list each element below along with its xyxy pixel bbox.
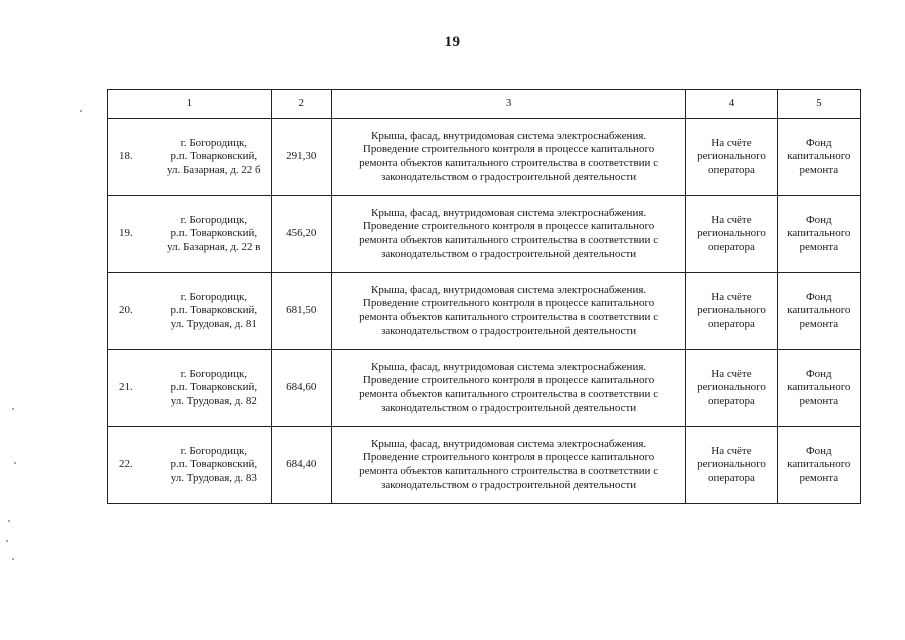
address-line: г. Богородицк, — [180, 213, 248, 226]
scan-speck — [14, 462, 16, 464]
works-line: законодательством о градостроительной деятельности — [380, 324, 637, 337]
address-cell — [108, 196, 272, 273]
address-line: г. Богородицк, — [180, 444, 248, 457]
works-line: законодательством о градостроительной деятельности — [380, 247, 637, 260]
address-line: г. Богородицк, — [180, 367, 248, 380]
page-number: 19 — [444, 34, 461, 50]
address-cell — [108, 273, 272, 350]
works-line: Крыша, фасад, внутридомовая система электроснабжения. — [371, 206, 647, 219]
contributions-line: регионального — [697, 227, 766, 240]
works-cell — [331, 196, 685, 273]
scan-speck — [12, 558, 14, 560]
contributions-line: На счёте — [711, 136, 752, 149]
works-cell — [331, 427, 685, 504]
row-number: 20. — [119, 304, 133, 317]
table-row — [108, 350, 861, 427]
address-line: ул. Трудовая, д. 81 — [170, 317, 257, 330]
row-number: 18. — [119, 150, 133, 163]
address-line: ул. Базарная, д. 22 б — [166, 163, 261, 176]
capital-repair-table — [107, 89, 861, 504]
address-line: р.п. Товарковский, — [170, 304, 258, 317]
fund-line: Фонд — [805, 444, 832, 457]
works-cell — [331, 273, 685, 350]
table-row — [108, 196, 861, 273]
scan-speck — [6, 540, 8, 542]
fund-cell — [777, 273, 860, 350]
table-row — [108, 273, 861, 350]
scan-speck — [8, 520, 10, 522]
fund-cell — [777, 350, 860, 427]
works-line: ремонта объектов капитального строительства в соответствии с — [359, 234, 659, 246]
contributions-line: На счёте — [711, 367, 752, 380]
address-line: ул. Трудовая, д. 82 — [170, 394, 257, 407]
row-number: 22. — [119, 458, 133, 471]
contributions-line: На счёте — [711, 290, 752, 303]
address-wrap — [108, 214, 271, 255]
header-cell-2: 2 — [271, 90, 331, 119]
contributions-cell — [686, 196, 777, 273]
address-wrap — [108, 368, 271, 409]
contributions-line: На счёте — [711, 444, 752, 457]
contributions-line: оператора — [708, 394, 755, 407]
fund-cell — [777, 119, 860, 196]
works-line: Проведение строительного контроля в процессе капитального — [362, 451, 655, 464]
contributions-cell — [686, 119, 777, 196]
works-line: Проведение строительного контроля в процессе капитального — [362, 374, 655, 387]
fund-line: ремонта — [799, 240, 839, 253]
header-row — [108, 90, 861, 119]
works-line: законодательством о градостроительной деятельности — [380, 478, 637, 491]
contributions-line: оператора — [708, 471, 755, 484]
fund-line: Фонд — [805, 290, 832, 303]
contributions-line: регионального — [697, 381, 766, 394]
works-line: ремонта объектов капитального строительства в соответствии с — [359, 388, 659, 400]
fund-line: капитального — [787, 381, 851, 394]
area-cell: 684,60 — [271, 350, 331, 427]
area-cell: 684,40 — [271, 427, 331, 504]
works-line: ремонта объектов капитального строительства в соответствии с — [359, 465, 659, 477]
fund-line: Фонд — [805, 367, 832, 380]
contributions-line: оператора — [708, 317, 755, 330]
works-line: Крыша, фасад, внутридомовая система электроснабжения. — [371, 437, 647, 450]
contributions-line: регионального — [697, 458, 766, 471]
contributions-cell — [686, 350, 777, 427]
address-line: г. Богородицк, — [180, 136, 248, 149]
address-line: ул. Трудовая, д. 83 — [170, 471, 257, 484]
contributions-cell — [686, 273, 777, 350]
works-line: ремонта объектов капитального строительства в соответствии с — [359, 311, 659, 323]
area-cell: 681,50 — [271, 273, 331, 350]
area-cell: 291,30 — [271, 119, 331, 196]
address-line: р.п. Товарковский, — [170, 381, 258, 394]
works-line: Проведение строительного контроля в процессе капитального — [362, 143, 655, 156]
row-number: 19. — [119, 227, 133, 240]
contributions-cell — [686, 427, 777, 504]
contributions-line: регионального — [697, 304, 766, 317]
fund-line: капитального — [787, 150, 851, 163]
table-row — [108, 427, 861, 504]
works-line: законодательством о градостроительной деятельности — [380, 170, 637, 183]
contributions-line: На счёте — [711, 213, 752, 226]
fund-line: ремонта — [799, 317, 839, 330]
header-cell-1: 1 — [108, 90, 272, 119]
scan-speck — [80, 110, 82, 112]
contributions-line: регионального — [697, 150, 766, 163]
header-cell-4: 4 — [686, 90, 777, 119]
address-cell — [108, 427, 272, 504]
fund-line: Фонд — [805, 213, 832, 226]
address-lines — [161, 445, 267, 486]
works-cell — [331, 119, 685, 196]
address-wrap — [108, 137, 271, 178]
works-line: Крыша, фасад, внутридомовая система электроснабжения. — [371, 360, 647, 373]
works-cell — [331, 350, 685, 427]
address-wrap — [108, 445, 271, 486]
fund-line: капитального — [787, 458, 851, 471]
row-number: 21. — [119, 381, 133, 394]
address-cell — [108, 350, 272, 427]
contributions-line: оператора — [708, 163, 755, 176]
fund-line: ремонта — [799, 471, 839, 484]
fund-line: капитального — [787, 227, 851, 240]
fund-cell — [777, 196, 860, 273]
scan-speck — [12, 408, 14, 410]
fund-line: Фонд — [805, 136, 832, 149]
works-line: законодательством о градостроительной деятельности — [380, 401, 637, 414]
address-lines — [161, 214, 267, 255]
address-line: р.п. Товарковский, — [170, 227, 258, 240]
address-line: г. Богородицк, — [180, 290, 248, 303]
table-row — [108, 119, 861, 196]
contributions-line: оператора — [708, 240, 755, 253]
fund-line: ремонта — [799, 394, 839, 407]
fund-line: капитального — [787, 304, 851, 317]
works-line: Проведение строительного контроля в процессе капитального — [362, 220, 655, 233]
fund-line: ремонта — [799, 163, 839, 176]
address-line: ул. Базарная, д. 22 в — [167, 240, 261, 253]
fund-cell — [777, 427, 860, 504]
address-lines — [161, 137, 267, 178]
works-line: Крыша, фасад, внутридомовая система электроснабжения. — [371, 283, 647, 296]
works-line: ремонта объектов капитального строительства в соответствии с — [359, 157, 659, 169]
address-lines — [161, 291, 267, 332]
address-lines — [161, 368, 267, 409]
address-line: р.п. Товарковский, — [170, 150, 258, 163]
address-cell — [108, 119, 272, 196]
works-line: Проведение строительного контроля в процессе капитального — [362, 297, 655, 310]
works-line: Крыша, фасад, внутридомовая система электроснабжения. — [371, 129, 647, 142]
address-wrap — [108, 291, 271, 332]
address-line: р.п. Товарковский, — [170, 458, 258, 471]
header-cell-5: 5 — [777, 90, 860, 119]
header-cell-3: 3 — [331, 90, 685, 119]
area-cell: 456,20 — [271, 196, 331, 273]
